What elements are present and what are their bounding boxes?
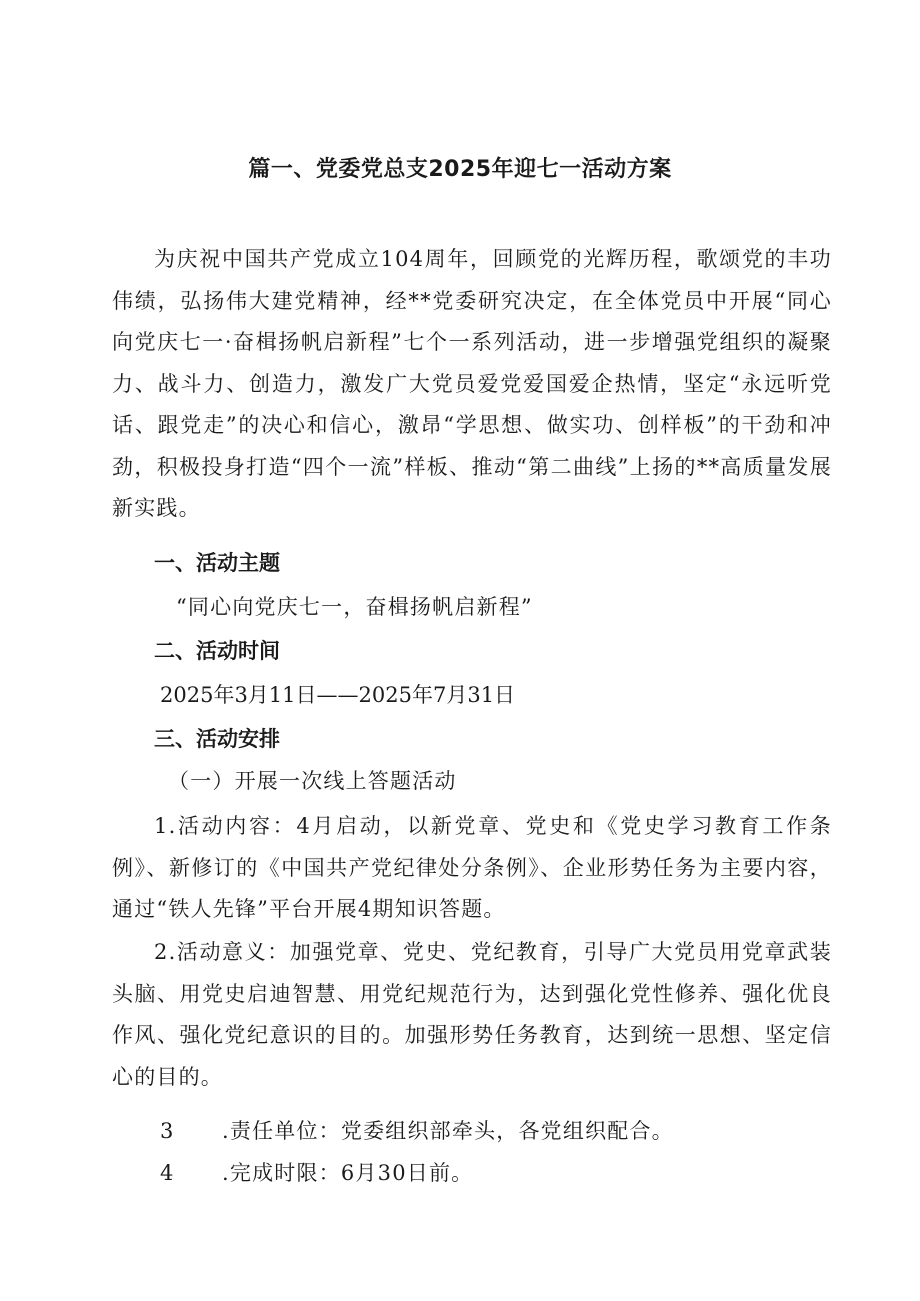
list-item-4-text: .完成时限：6月30日前。 [222,1161,474,1185]
section-3-subheading: （一）开展一次线上答题活动 [168,769,457,793]
document-title: 篇一、党委党总支2025年迎七一活动方案 [248,157,672,182]
section-2-heading: 二、活动时间 [154,639,280,663]
list-item-3-number: 3 [160,1119,174,1143]
intro-paragraph: 为庆祝中国共产党成立104周年，回顾党的光辉历程，歌颂党的丰功伟绩，弘扬伟大建党精神，经**党委研究决定，在全体党员中开展“同心向党庆七一·奋楫扬帆启新程”七个一系列活动，进一步增强党组织的凝聚力、战斗力、创造力，激发广大党员爱党爱国爱企热情，坚定“永远听党话、跟党走”的决心和信心，激昂“学思想、做实功、创样板”的干劲和冲劲，积极投身打造“四个一流”样板、推动“第二曲线”上扬的**高质量发展新实践。 [112,247,832,520]
section-2-content: 2025年3月11日——2025年7月31日 [160,683,516,707]
section-3-heading: 三、活动安排 [154,727,280,751]
list-item-2-text: .活动意义：加强党章、党史、党纪教育，引导广大党员用党章武装头脑、用党史启迪智慧、用党纪规范行为，达到强化党性修养、强化优良作风、强化党纪意识的目的。加强形势任务教育，达到统一思想、坚定信心的目的。 [112,940,832,1089]
list-item-1 [112,806,832,931]
list-item-1-text: .活动内容：4月启动，以新党章、党史和《党史学习教育工作条例》、新修订的《中国共产党纪律处分条例》、企业形势任务为主要内容，通过“铁人先锋”平台开展4期知识答题。 [112,814,832,921]
list-item-1-number: 1 [154,814,169,838]
section-1-heading: 一、活动主题 [154,551,280,575]
section-1-content: “同心向党庆七一，奋楫扬帆启新程” [176,595,533,619]
list-item-2-number: 2 [154,940,169,964]
list-item-2 [112,932,832,1098]
list-item-4-number: 4 [160,1161,174,1185]
list-item-3-text: .责任单位：党委组织部牵头，各党组织配合。 [222,1119,674,1143]
